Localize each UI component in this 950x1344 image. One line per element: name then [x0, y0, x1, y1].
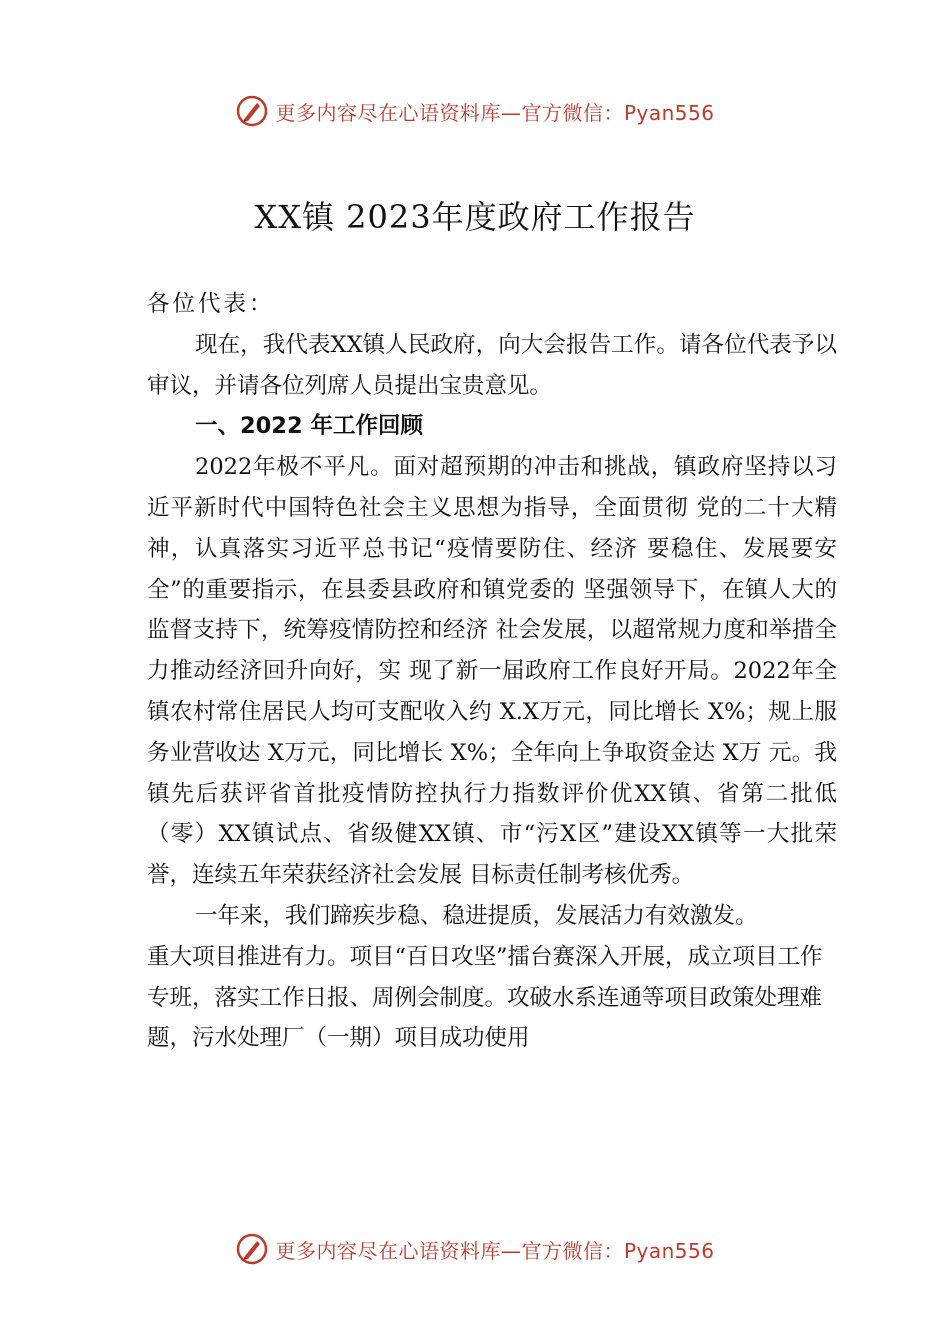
banner-text: 更多内容尽在心语资料库—官方微信：Pyan556: [275, 100, 715, 125]
salutation: 各位代表：: [147, 291, 275, 317]
document-title: XX镇 2023年度政府工作报告: [254, 198, 696, 236]
section-paragraph: 2022年极不平凡。面对超预期的冲击和挑战，镇政府坚持以习近平新时代中国特色社会主义思想为指导，全面贯彻 党的二十大精神，认真落实习近平总书记“疫情要防住、经济 要稳住、发展要安全”的重要指示，在县委县政府和镇党委的 坚强领导下，在镇人大的监督支持下，统筹疫情防控和经济 社会发展，以超常规力度和举措全力推动经济回升向好，实 现了新一届政府工作良好开局。2022年全镇农村常住居民人均可支配收入约 X.X万元，同比增长 X%；规上服务业营收达 X万元，同比增长 X%；全年向上争取资金达 X万 元。我镇先后获评省首批疫情防控执行力指数评价优XX镇、省第二批低（零）XX镇试点、省级健XX镇、市“污X区”建设XX镇等一大批荣誉，连续五年荣获经济社会发展 目标责任制考核优秀。: [147, 454, 837, 889]
banner-text: 更多内容尽在心语资料库—官方微信：Pyan556: [275, 1238, 715, 1263]
intro-paragraph: 现在，我代表XX镇人民政府，向大会报告工作。请各位代表予以审议，并请各位列席人员提出宝贵意见。: [147, 331, 837, 399]
section-heading: 一、2022 年工作回顾: [195, 413, 423, 440]
pen-nib-logo-icon: [235, 94, 269, 128]
section-paragraph: 一年来，我们蹄疾步稳、稳进提质，发展活力有效激发。: [195, 902, 758, 929]
header-banner: [0, 94, 950, 128]
pen-nib-logo-icon: [235, 1232, 269, 1266]
document-body: [147, 284, 837, 1059]
closing-paragraph: 重大项目推进有力。项目“百日攻坚”擂台赛深入开展，成立项目工作专班，落实工作日报、周例会制度。攻破水系连通等项目政策处理难题，污水处理厂（一期）项目成功使用: [147, 943, 823, 1052]
footer-banner: [0, 1232, 950, 1266]
